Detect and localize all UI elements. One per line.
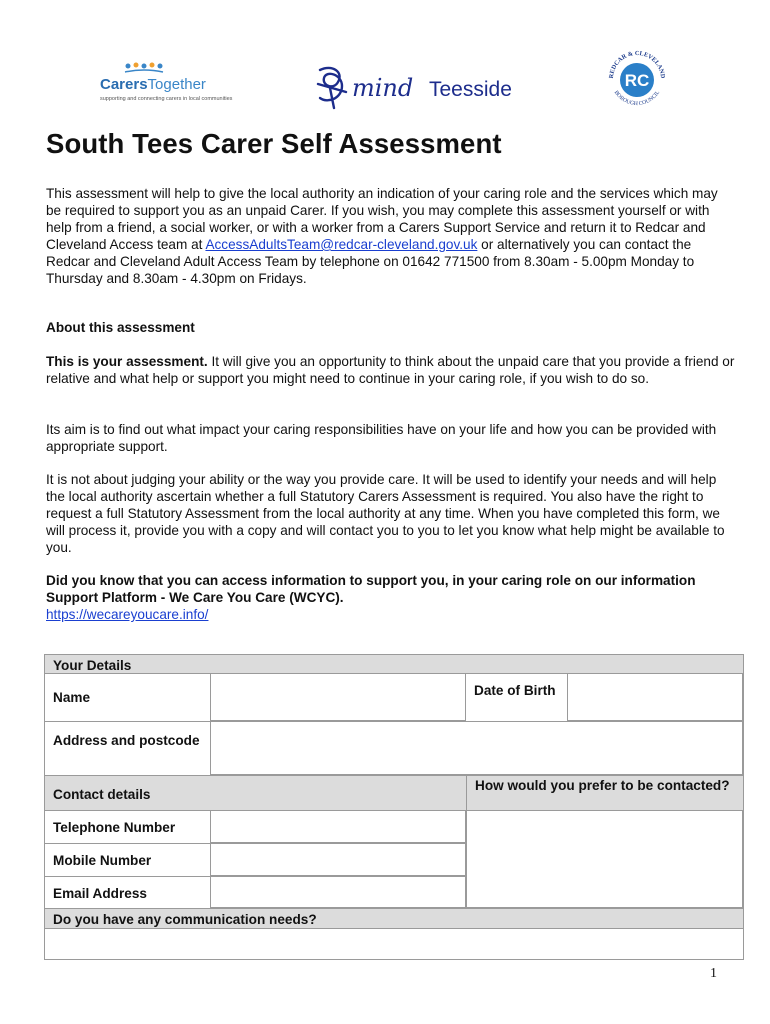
- email-link[interactable]: AccessAdultsTeam@redcar-cleveland.gov.uk: [205, 237, 478, 252]
- carers-tagline: supporting and connecting carers in local communities: [100, 96, 233, 102]
- mobile-label: Mobile Number: [45, 843, 210, 876]
- telephone-input[interactable]: [210, 810, 466, 843]
- your-details-table: [44, 654, 744, 960]
- mind-teesside-logo: [312, 62, 527, 112]
- your-details-header: Your Details: [45, 655, 743, 673]
- people-icon: [124, 62, 164, 74]
- about-paragraph-1: This is your assessment. It will give you an opportunity to think about the unpaid care that you provide a friend or relative and what help or support you might need to continue in your caring role, if you wish to do so.: [46, 354, 735, 386]
- name-label: Name: [45, 673, 210, 721]
- carers-together-wordmark: CarersTogether: [100, 76, 206, 93]
- dob-label: Date of Birth: [466, 673, 567, 721]
- email-label: Email Address: [45, 876, 210, 908]
- telephone-label: Telephone Number: [45, 810, 210, 843]
- mind-wordmark: mind: [352, 74, 414, 102]
- page-title: South Tees Carer Self Assessment: [46, 128, 502, 159]
- email-input[interactable]: [210, 876, 466, 908]
- carers-together-logo: [100, 62, 260, 108]
- communication-needs-label: Do you have any communication needs?: [45, 908, 743, 928]
- mind-swirl-icon: [312, 64, 350, 110]
- page-number: 1: [710, 966, 717, 981]
- logo-header: [0, 0, 770, 125]
- contact-details-label: Contact details: [45, 775, 466, 810]
- name-input[interactable]: [210, 673, 466, 721]
- address-input[interactable]: [210, 721, 743, 775]
- about-paragraph-2: Its aim is to find out what impact your caring responsibilities have on your life and how you can be provided with appropriate support.: [46, 422, 717, 454]
- wcyc-link[interactable]: https://wecareyoucare.info/: [46, 607, 209, 622]
- about-heading: About this assessment: [46, 320, 195, 335]
- council-seal-logo: [603, 45, 671, 113]
- contact-preference-input[interactable]: [466, 810, 743, 908]
- teesside-wordmark: Teesside: [429, 78, 512, 101]
- svg-text:REDCAR & CLEVELAND: REDCAR & CLEVELAND: [607, 49, 667, 79]
- svg-text:RC: RC: [624, 71, 650, 90]
- address-label: Address and postcode: [45, 721, 210, 775]
- communication-needs-input[interactable]: [45, 928, 743, 959]
- mobile-input[interactable]: [210, 843, 466, 876]
- contact-preference-label: How would you prefer to be contacted?: [466, 775, 743, 810]
- dob-input[interactable]: [567, 673, 743, 721]
- intro-paragraph: This assessment will help to give the local authority an indication of your caring role and the services which may be required to support you as an unpaid Carer. If you wish, you may complete this assessment yourself or with help from a friend, a social worker, or with a worker from a Carers Support Service and return it to Redcar and Cleveland Access team at AccessAdultsTeam@redcar-cleveland.gov.uk or alternatively you can contact the Redcar and Cleveland Adult Access Team by telephone on 01642 771500 from 8.30am - 5.00pm Monday to Thursday and 8.30am - 4.30pm on Fridays.: [46, 186, 718, 286]
- svg-text:BOROUGH COUNCIL: BOROUGH COUNCIL: [612, 89, 662, 108]
- about-paragraph-3: It is not about judging your ability or the way you provide care. It will be used to identify your needs and will help the local authority ascertain whether a full Statutory Carers Assessment is required. You also have the right to request a full Statutory Assessment from the local authority at any time. When you have completed this form, we will process it, provide you with a copy and will contact you to you to let you know what help might be available to you.: [46, 472, 725, 555]
- wcyc-paragraph: Did you know that you can access information to support you, in your caring role on our information Support Platform - We Care You Care (WCYC). https://wecareyoucare.info/: [46, 573, 696, 622]
